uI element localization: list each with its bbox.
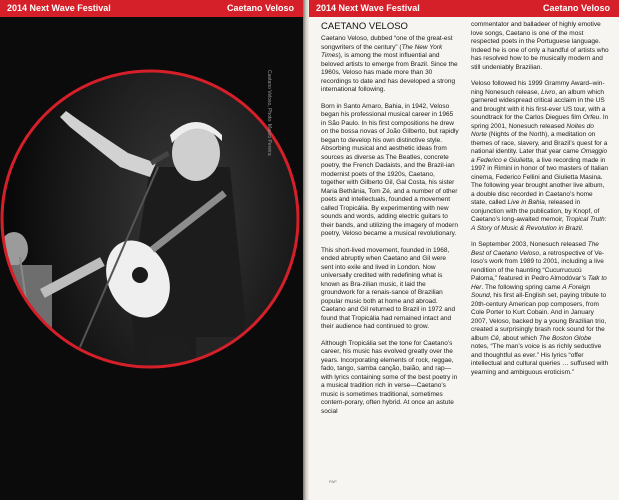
text-column-1 xyxy=(321,21,459,424)
left-header-bar xyxy=(0,0,303,17)
concert-photo xyxy=(0,17,303,500)
right-header-bar xyxy=(309,0,619,17)
paragraph: In September 2003, Nonesuch released The Best of Caetano Veloso, a retrospective of Ve-loso’s work from 1989 to 2001, including a live rendition of the haunting “Cucurrucucú Paloma,” featured in Pedro Almodóvar’s Talk to Her. The following spring came A Foreign Sound, his first all-English set, paying tribute to 20th-century American pop composers, from Cole Porter to Kurt Cobain. And in January 2007, Veloso, backed by a young Brazilian trio, created a surprisingly brash rock sound for the album Cê, about which The Boston Globe notes, “The man’s voice is as richly seductive and thoughtful as ever.” His lyrics “offer intellectual and cultural queries … suffused with yearning and ambiguous eroticism.” xyxy=(471,241,609,376)
artist-label: Caetano Veloso xyxy=(226,3,294,13)
paragraph: Born in Santo Amaro, Bahia, in 1942, Veloso began his professional musical career in 1965 in São Paulo. In his first compositions he drew on the bossa novas of João Gilberto, but rapidly began to develop his own distinctive style. Absorbing musical and aesthetic ideas from sources as diverse as The Beatles, concrete poetry, the French Dadaists, and the Brazil-ian modernist poets of the 1920s, Caetano, together with Gilberto Gil, Gal Costa, his sister Maria Bethânia, Tom Zé, and a number of other poets and intellectuals, founded a movement called Tropicália. By experimenting with new sounds and words, adding electric guitars to their bands, and utilizing the imagery of modern poetry, Veloso became a musical revolutionary. xyxy=(321,102,459,237)
paragraph: Veloso followed his 1999 Grammy Award–win-ning Nonesuch release, Livro, an album which garnered widespread critical acclaim in the US and brought with it his first-ever US tour, with a soundtrack for the Carlos Diegues film Orfeu. In spring 2001, Nonesuch released Noites do Norte (Nights of the North), a meditation on themes of race, slavery, and Brazil’s quest for a national identity. Later that year came Omaggio a Federico e Giulietta, a live recording made in 1997 in Rimini in honor of two masters of Italian cinema, Federico Fellini and Giulietta Masina. The following year brought another live album, a double disc recorded in Caetano’s home state, called Live in Bahia, released in conjunction with the publication, by Knopf, of Caetano’s long-awaited memoir, Tropical Truth: A Story of Music & Revolution in Brazil. xyxy=(471,80,609,232)
right-page xyxy=(309,0,619,500)
festival-label: 2014 Next Wave Festival xyxy=(316,3,420,13)
paragraph: commentator and balladeer of highly emotive love songs, Caetano is one of the most respected poets in the Portuguese language. Indeed he is one of only a handful of artists who has resolved how to be musically modern and still undeniably Brazilian. xyxy=(471,21,609,71)
text-column-2 xyxy=(471,21,609,385)
paragraph: Caetano Veloso, dubbed “one of the great-est songwriters of the century” (The New York Times), is among the most influential and beloved artists to emerge from Brazil. Since the 1960s, Veloso has made more than 30 recordings to date and has developed a strong international following. xyxy=(321,35,458,93)
paragraph: Although Tropicália set the tone for Caetano’s career, his music has evolved greatly over the years. Incorporating elements of rock, reggae, fado, tango, samba canção, baião, and rap—with lyrics containing some of the best poetry in a musical tradition rich in verse—Caetano’s music is sometimes traditional, sometimes contem-porary, often hybrid. At once an astute social xyxy=(321,339,458,415)
photo-credit: Caetano Veloso, Photo: Mauro Pereira xyxy=(266,70,272,156)
artist-label: Caetano Veloso xyxy=(542,3,610,13)
paragraph: This short-lived movement, founded in 1968, ended abruptly when Caetano and Gil were sent into exile and lived in London. Now universally credited with redefining what is known as Bra-zilian music, it laid the groundwork for a renais-sance of Brazilian popular music both at home and abroad. Caetano and Gil returned to Brazil in 1972 and found that Tropicália had remained intact and their audience had continued to grow. xyxy=(321,246,456,330)
article-title: CAETANO VELOSO xyxy=(321,21,408,32)
festival-label: 2014 Next Wave Festival xyxy=(7,3,111,13)
page-number: PAP xyxy=(329,479,337,484)
left-page xyxy=(0,0,303,500)
